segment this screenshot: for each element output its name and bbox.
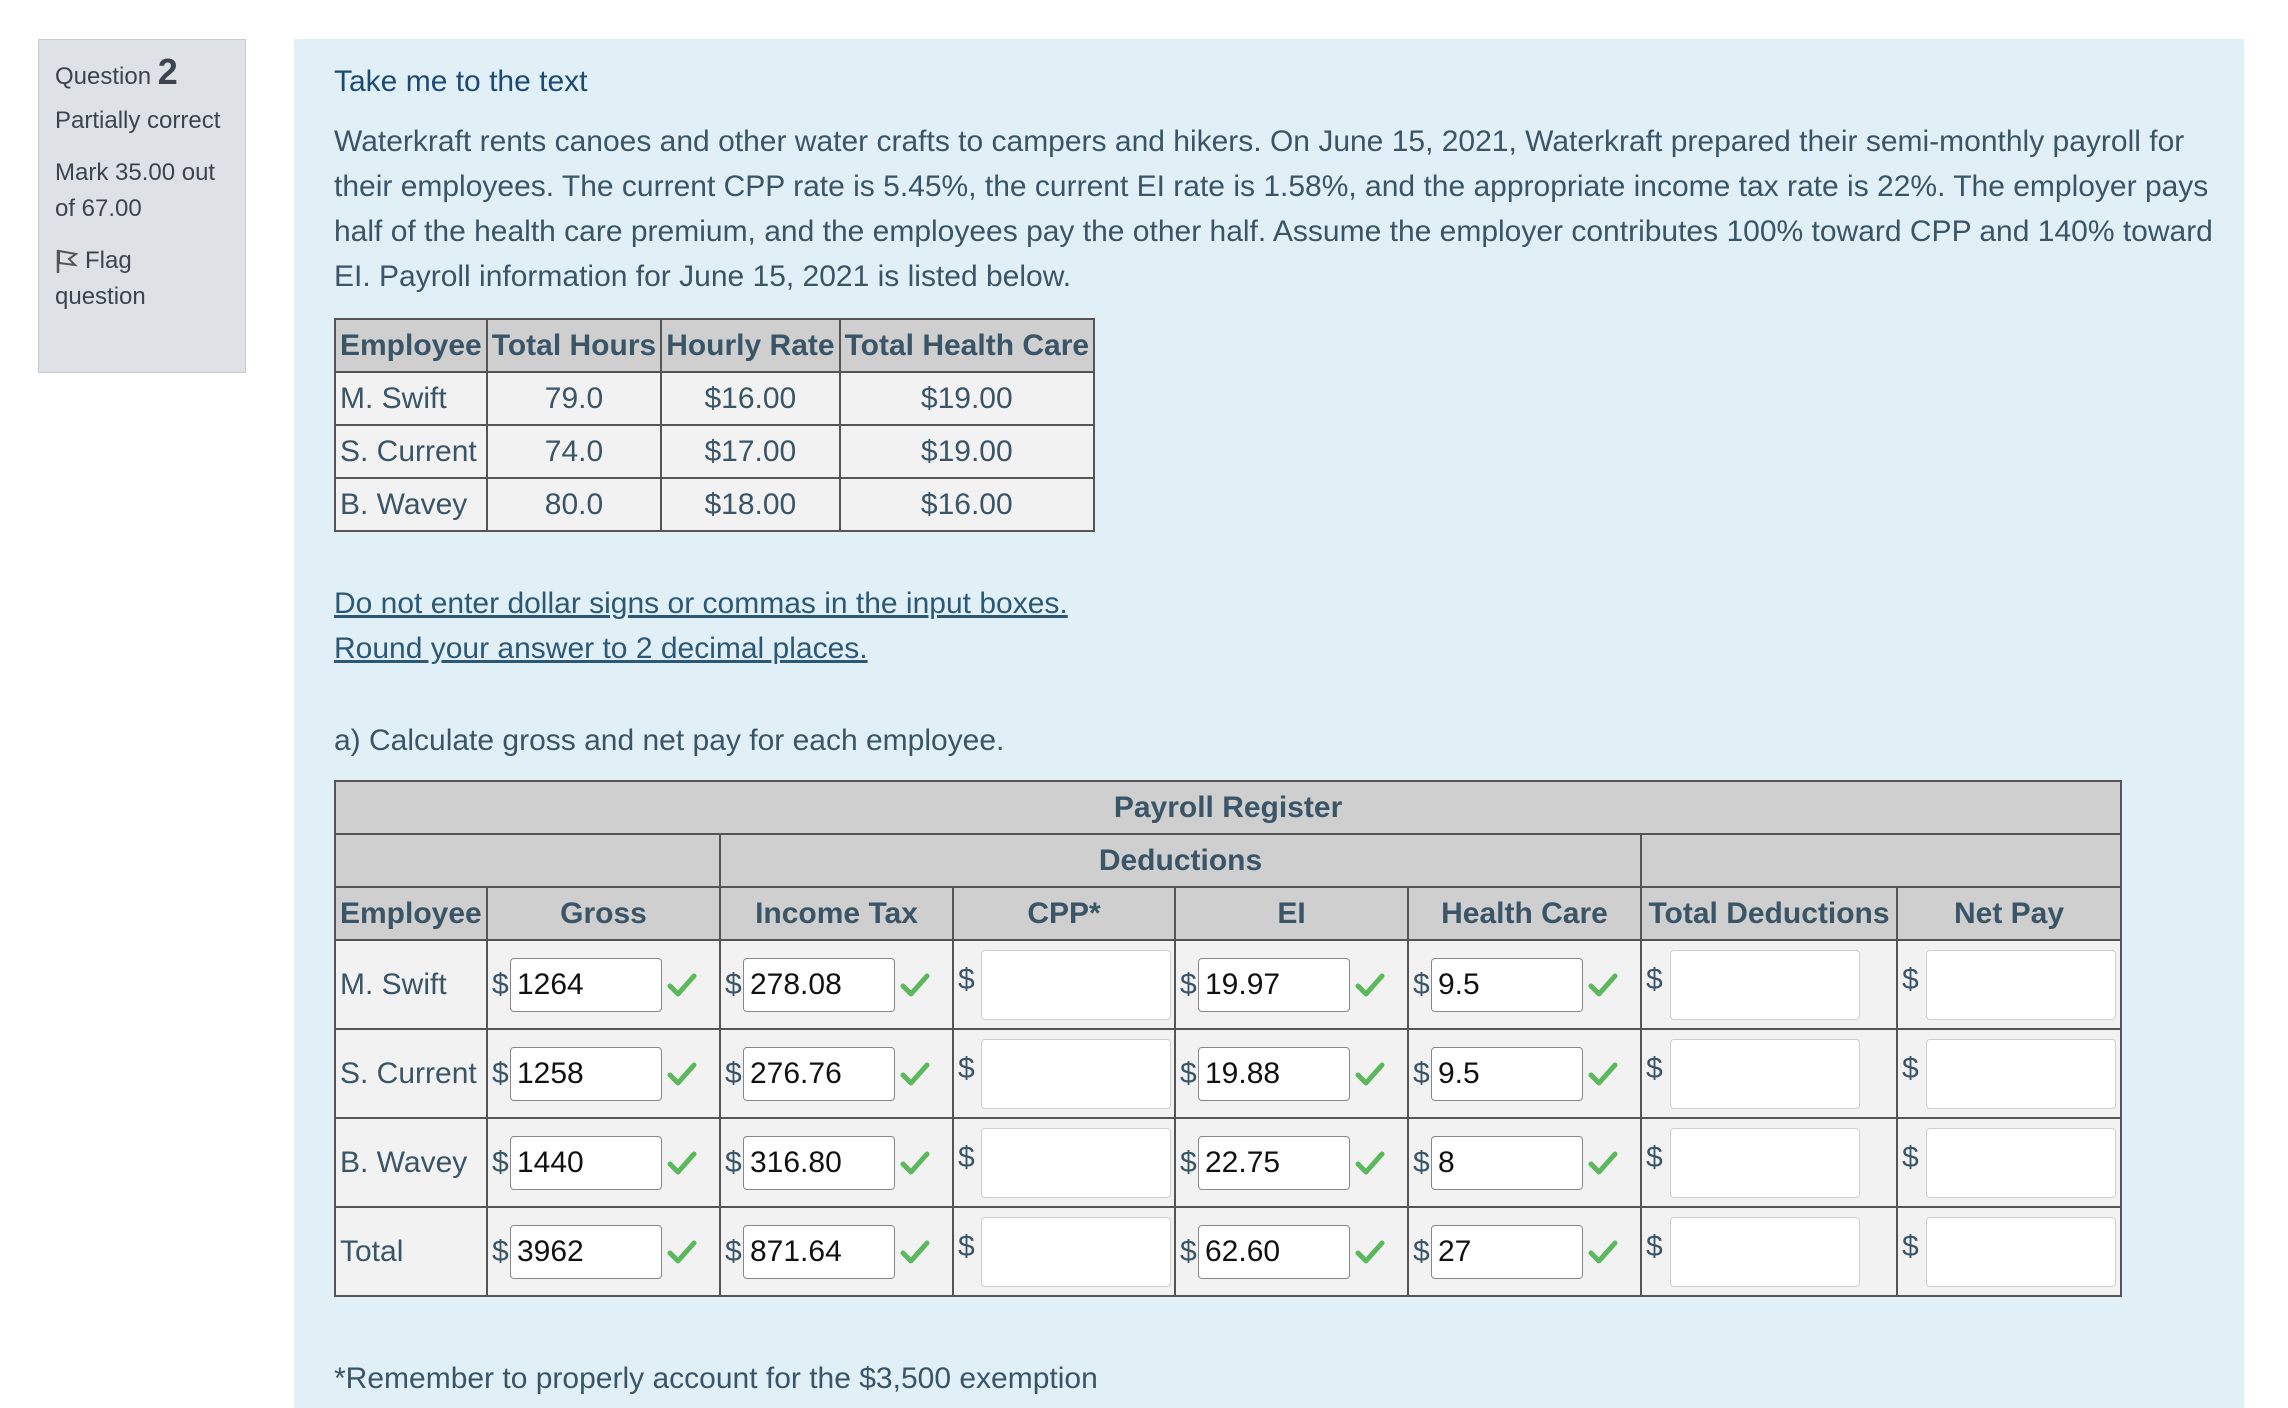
gross-cell [487,940,720,1029]
net-pay-input[interactable] [1926,1039,2116,1109]
register-body [335,940,2121,1296]
dollar-sign: $ [492,1145,509,1179]
cpp-cell [953,1029,1175,1118]
cell: M. Swift [335,372,487,425]
payroll-register-table [334,780,2122,1297]
health-care-cell [1408,1029,1641,1118]
cpp-input[interactable] [981,1128,1171,1198]
dollar-sign: $ [1180,1145,1197,1179]
income-tax-cell [720,1029,953,1118]
employee-name-cell: M. Swift [335,940,487,1029]
dollar-sign: $ [1902,963,1919,996]
take-me-to-text-link[interactable]: Take me to the text [334,65,588,98]
income-tax-cell [720,1207,953,1296]
dollar-sign: $ [1646,1052,1663,1085]
employee-name-cell: B. Wavey [335,1118,487,1207]
net-pay-input[interactable] [1926,950,2116,1020]
cell: B. Wavey [335,478,487,531]
correct-check-icon [666,1147,698,1179]
health-care-cell [1408,940,1641,1029]
dollar-sign: $ [1902,1230,1919,1263]
dollar-sign: $ [1413,1145,1430,1179]
dollar-sign: $ [1646,963,1663,996]
dollar-sign: $ [725,1234,742,1268]
ei-cell [1175,940,1408,1029]
question-info-panel [38,39,246,373]
register-header-row [335,887,2121,940]
table-row [335,425,1094,478]
col-header-gross: Gross [487,887,720,940]
dollar-sign: $ [725,1145,742,1179]
correct-check-icon [1354,1236,1386,1268]
correct-check-icon [1354,1058,1386,1090]
dollar-sign: $ [1180,967,1197,1001]
income-tax-input[interactable] [743,1225,895,1279]
dollar-sign: $ [958,1230,975,1263]
total-deductions-input[interactable] [1670,1039,1860,1109]
payroll-info-header-row [335,319,1094,372]
total-deductions-input[interactable] [1670,1128,1860,1198]
cell: $16.00 [840,478,1095,531]
dollar-sign: $ [958,963,975,996]
question-state: Partially correct [55,107,221,134]
dollar-sign: $ [1413,1234,1430,1268]
group-header-blank [335,834,720,887]
dollar-sign: $ [1902,1052,1919,1085]
health-care-cell [1408,1118,1641,1207]
ei-input[interactable] [1198,1136,1350,1190]
cell: 80.0 [487,478,661,531]
question-grade: Mark 35.00 out of 67.00 [55,159,216,222]
income-tax-cell [720,1118,953,1207]
health-care-input[interactable] [1431,1047,1583,1101]
ei-cell [1175,1029,1408,1118]
col-header-total-deductions: Total Deductions [1641,887,1897,940]
net-pay-cell [1897,1207,2121,1296]
total-deductions-input[interactable] [1670,1217,1860,1287]
gross-cell [487,1029,720,1118]
correct-check-icon [899,969,931,1001]
correct-check-icon [899,1147,931,1179]
col-header: Total Health Care [840,319,1095,372]
income-tax-input[interactable] [743,1136,895,1190]
cpp-cell [953,1118,1175,1207]
correct-check-icon [666,1058,698,1090]
question-intro: Waterkraft rents canoes and other water crafts to campers and hikers. On June 15, 2021, Waterkraft prepared their semi-monthly payroll for their employees. The current CPP rate is 5.45%, the current EI rate is 1.58%, and the appropriate income tax rate is 22%. The employer pays half of the health care premium, and the employees pay the other half. Assume the employer contributes 100% toward CPP and 140% toward EI. Payroll information for June 15, 2021 is listed below. [334,125,2213,293]
col-header-ei: EI [1175,887,1408,940]
correct-check-icon [899,1058,931,1090]
correct-check-icon [1587,1147,1619,1179]
instruction-no-dollar-signs: Do not enter dollar signs or commas in the input boxes. [334,587,1068,620]
table-row [335,372,1094,425]
total-deductions-cell [1641,940,1897,1029]
cell: $19.00 [840,425,1095,478]
health-care-input[interactable] [1431,1136,1583,1190]
register-title: Payroll Register [335,781,2121,834]
question-number: 2 [157,51,178,92]
dollar-sign: $ [725,967,742,1001]
dollar-sign: $ [492,1056,509,1090]
dollar-sign: $ [1646,1230,1663,1263]
col-header-cpp: CPP* [953,887,1175,940]
dollar-sign: $ [1902,1141,1919,1174]
cpp-input[interactable] [981,1039,1171,1109]
health-care-input[interactable] [1431,1225,1583,1279]
question-content [294,39,2244,1408]
cpp-input[interactable] [981,1217,1171,1287]
cell: $19.00 [840,372,1095,425]
payroll-info-table [334,318,1095,532]
cpp-cell [953,940,1175,1029]
cell: $16.00 [661,372,839,425]
employee-name-cell: Total [335,1207,487,1296]
correct-check-icon [1587,1236,1619,1268]
total-deductions-cell [1641,1207,1897,1296]
income-tax-input[interactable] [743,958,895,1012]
group-header-blank [1641,834,2121,887]
question-label: Question [55,63,152,90]
dollar-sign: $ [1180,1056,1197,1090]
register-title-row [335,781,2121,834]
deductions-group-header: Deductions [720,834,1641,887]
table-row [335,940,2121,1029]
cell: S. Current [335,425,487,478]
net-pay-cell [1897,1029,2121,1118]
dollar-sign: $ [1646,1141,1663,1174]
table-row [335,478,1094,531]
gross-input[interactable] [510,1136,662,1190]
ei-input[interactable] [1198,958,1350,1012]
dollar-sign: $ [1413,1056,1430,1090]
cpp-exemption-note: *Remember to properly account for the $3,500 exemption [334,1362,1098,1395]
health-care-cell [1408,1207,1641,1296]
ei-cell [1175,1207,1408,1296]
flag-question-label: Flag question [55,247,146,310]
income-tax-cell [720,940,953,1029]
gross-input[interactable] [510,1047,662,1101]
dollar-sign: $ [492,967,509,1001]
col-header-income-tax: Income Tax [720,887,953,940]
register-group-row [335,834,2121,887]
correct-check-icon [1587,1058,1619,1090]
correct-check-icon [899,1236,931,1268]
col-header: Total Hours [487,319,661,372]
ei-input[interactable] [1198,1225,1350,1279]
employee-name-cell: S. Current [335,1029,487,1118]
question-part-a: a) Calculate gross and net pay for each employee. [334,724,1005,757]
dollar-sign: $ [958,1052,975,1085]
dollar-sign: $ [958,1141,975,1174]
net-pay-cell [1897,1118,2121,1207]
correct-check-icon [666,969,698,1001]
col-header-employee: Employee [335,887,487,940]
cpp-cell [953,1207,1175,1296]
correct-check-icon [1354,969,1386,1001]
gross-cell [487,1207,720,1296]
dollar-sign: $ [492,1234,509,1268]
correct-check-icon [666,1236,698,1268]
flag-question-link[interactable] [55,243,229,315]
gross-cell [487,1118,720,1207]
dollar-sign: $ [1413,967,1430,1001]
correct-check-icon [1587,969,1619,1001]
col-header-health-care: Health Care [1408,887,1641,940]
net-pay-cell [1897,940,2121,1029]
flag-icon [55,248,79,274]
col-header: Employee [335,319,487,372]
instruction-round-decimals: Round your answer to 2 decimal places. [334,632,868,665]
dollar-sign: $ [725,1056,742,1090]
cpp-input[interactable] [981,950,1171,1020]
cell: 74.0 [487,425,661,478]
income-tax-input[interactable] [743,1047,895,1101]
question-number-line [55,51,229,95]
total-deductions-cell [1641,1029,1897,1118]
gross-input[interactable] [510,1225,662,1279]
total-deductions-input[interactable] [1670,950,1860,1020]
table-row [335,1118,2121,1207]
ei-cell [1175,1118,1408,1207]
cell: $17.00 [661,425,839,478]
col-header: Hourly Rate [661,319,839,372]
cell: 79.0 [487,372,661,425]
correct-check-icon [1354,1147,1386,1179]
net-pay-input[interactable] [1926,1128,2116,1198]
table-row [335,1207,2121,1296]
dollar-sign: $ [1180,1234,1197,1268]
net-pay-input[interactable] [1926,1217,2116,1287]
gross-input[interactable] [510,958,662,1012]
health-care-input[interactable] [1431,958,1583,1012]
cell: $18.00 [661,478,839,531]
total-deductions-cell [1641,1118,1897,1207]
table-row [335,1029,2121,1118]
col-header-net-pay: Net Pay [1897,887,2121,940]
ei-input[interactable] [1198,1047,1350,1101]
